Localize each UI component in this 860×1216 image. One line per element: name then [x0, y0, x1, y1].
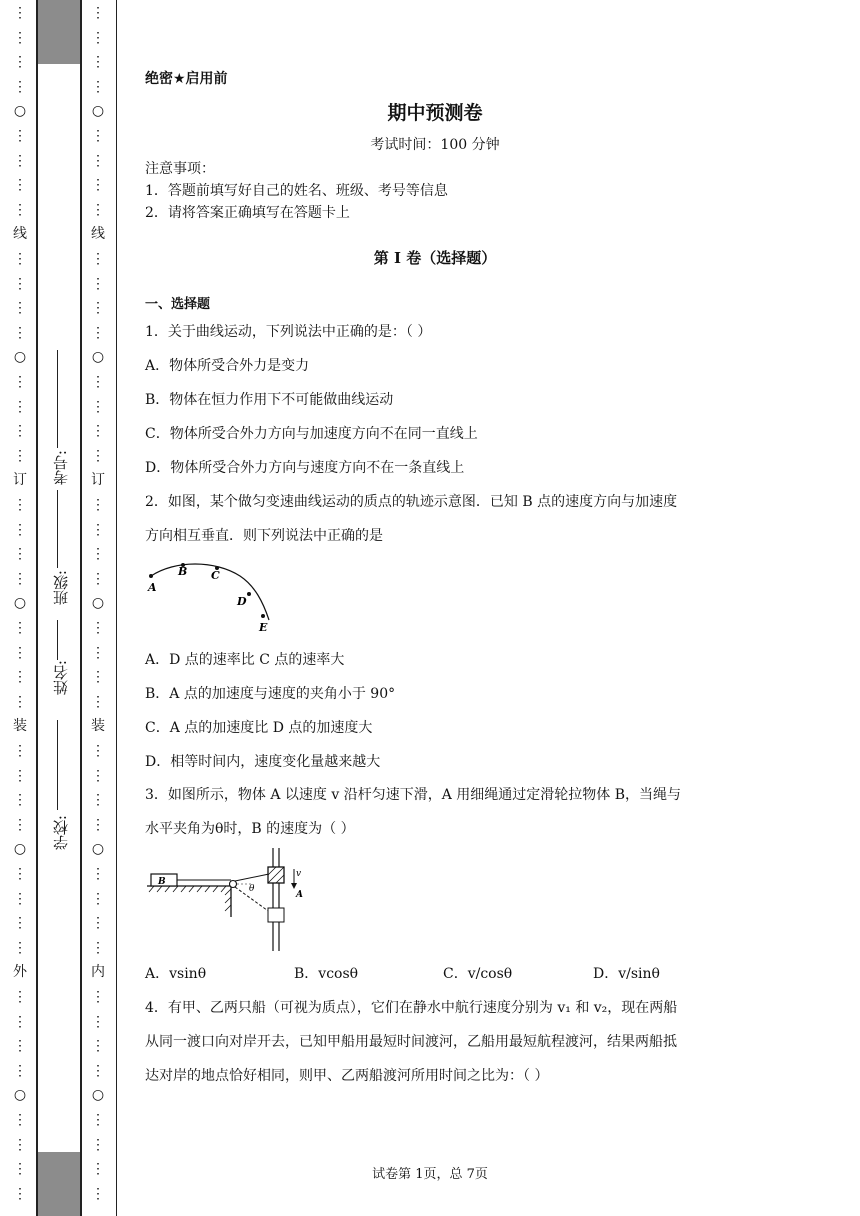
outer-strip-dots: ⋮	[13, 1185, 27, 1202]
inner-strip-dots: ⋮	[91, 669, 105, 686]
outer-strip-marker: ○	[13, 349, 27, 366]
inner-strip-marker: ○	[91, 349, 105, 366]
point-e	[261, 614, 265, 618]
block-a-later	[268, 908, 284, 922]
outer-strip-dots: ⋮	[13, 570, 27, 587]
secret-label: 绝密★启用前	[145, 71, 228, 87]
outer-strip-dots: ⋮	[13, 29, 27, 46]
inner-strip-dots: ⋮	[91, 78, 105, 95]
inner-strip-dots: ⋮	[91, 1161, 105, 1178]
page-footer: 试卷第 1页，总 7页	[372, 1167, 488, 1182]
band-bottom-block	[38, 1152, 80, 1216]
q2-trajectory-figure	[145, 558, 275, 636]
q3-stem-line1: 3．如图所示，物体 A 以速度 v 沿杆匀速下滑，A 用细绳通过定滑轮拉物体 B，当绳与	[145, 787, 682, 803]
q2-option-c: C．A 点的加速度比 D 点的加速度大	[145, 720, 373, 736]
inner-strip-dots: ⋮	[91, 620, 105, 636]
velocity-arrowhead	[291, 883, 297, 889]
outer-strip-dots: ⋮	[13, 374, 27, 390]
outer-strip-dots: ⋮	[13, 767, 27, 784]
volume-heading: 第 I 卷（选择题）	[373, 249, 497, 267]
outer-strip-dots: ⋮	[13, 324, 27, 341]
outer-strip-dots: ⋮	[13, 644, 27, 661]
outer-strip-marker: 订	[13, 472, 27, 489]
outer-strip-dots: ⋮	[13, 693, 27, 710]
inner-strip-dots: ⋮	[91, 201, 105, 218]
theta-label: θ	[249, 884, 255, 894]
inner-strip-marker: 线	[91, 226, 105, 243]
block-b-label: B	[158, 877, 166, 887]
inner-strip-dots: ⋮	[91, 1013, 105, 1030]
outer-strip-dots: ⋮	[13, 497, 27, 513]
class-blank-line	[57, 490, 58, 568]
name-blank-line	[57, 620, 58, 660]
outer-strip-dots: ⋮	[13, 398, 27, 415]
exam-time: 考试时间：100 分钟	[370, 137, 500, 153]
outer-strip-dots: ⋮	[13, 816, 27, 833]
outer-strip-dots: ⋮	[13, 939, 27, 956]
note-item: 1．答题前填写好自己的姓名、班级、考号等信息	[145, 183, 448, 199]
q3-option-c: C．v/cosθ	[443, 966, 513, 982]
label-c: C	[211, 569, 220, 582]
inner-strip-dots: ⋮	[91, 324, 105, 341]
inner-strip-dots: ⋮	[91, 866, 105, 882]
label-a: A	[148, 581, 157, 594]
inner-strip-dots: ⋮	[91, 915, 105, 932]
outer-binding-strip	[8, 0, 32, 1216]
band-top-block	[38, 0, 80, 64]
inner-binding-strip	[86, 0, 110, 1216]
q1-option-d: D．物体所受合外力方向与速度方向不在一条直线上	[145, 460, 465, 476]
inner-strip-dots: ⋮	[91, 152, 105, 169]
inner-strip-dots: ⋮	[91, 398, 105, 415]
q3-pulley-figure	[145, 845, 305, 953]
q2-option-d: D．相等时间内，速度变化量越来越大	[145, 754, 381, 770]
inner-strip-dots: ⋮	[91, 177, 105, 194]
outer-strip-dots: ⋮	[13, 423, 27, 440]
outer-strip-dots: ⋮	[13, 1013, 27, 1030]
inner-strip-marker: ○	[91, 103, 105, 120]
inner-strip-marker: ○	[91, 841, 105, 858]
inner-strip-dots: ⋮	[91, 29, 105, 46]
outer-strip-dots: ⋮	[13, 447, 27, 464]
outer-strip-dots: ⋮	[13, 546, 27, 563]
inner-strip-dots: ⋮	[91, 423, 105, 440]
outer-strip-dots: ⋮	[13, 521, 27, 538]
inner-strip-dots: ⋮	[91, 1112, 105, 1128]
outer-strip-marker: ○	[13, 595, 27, 612]
block-a-label: A	[296, 890, 303, 900]
inner-strip-dots: ⋮	[91, 1062, 105, 1079]
inner-strip-dots: ⋮	[91, 275, 105, 292]
inner-strip-dots: ⋮	[91, 1136, 105, 1153]
inner-strip-dots: ⋮	[91, 989, 105, 1005]
inner-strip-dots: ⋮	[91, 546, 105, 563]
q2-stem-line2: 方向相互垂直．则下列说法中正确的是	[145, 528, 383, 544]
outer-strip-dots: ⋮	[13, 792, 27, 809]
outer-strip-dots: ⋮	[13, 915, 27, 932]
outer-strip-dots: ⋮	[13, 177, 27, 194]
outer-strip-dots: ⋮	[13, 152, 27, 169]
label-b: B	[178, 565, 188, 578]
q4-line3: 达对岸的地点恰好相同，则甲、乙两船渡河所用时间之比为：（ ）	[145, 1068, 549, 1084]
q2-option-a: A．D 点的速率比 C 点的速率大	[145, 652, 345, 668]
inner-strip-dots: ⋮	[91, 251, 105, 267]
outer-strip-dots: ⋮	[13, 275, 27, 292]
q3-option-a: A．vsinθ	[145, 966, 207, 982]
q1-option-a: A．物体所受合外力是变力	[145, 358, 310, 374]
inner-strip-marker: 内	[91, 964, 105, 981]
label-e: E	[259, 621, 268, 634]
inner-strip-marker: ○	[91, 595, 105, 612]
exam-number-field-label: 考号:	[52, 450, 70, 486]
outer-strip-dots: ⋮	[13, 1062, 27, 1079]
q1-option-c: C．物体所受合外力方向与加速度方向不在同一直线上	[145, 426, 478, 442]
outer-strip-dots: ⋮	[13, 201, 27, 218]
inner-strip-dots: ⋮	[91, 792, 105, 809]
inner-strip-marker: ○	[91, 1087, 105, 1104]
inner-strip-dots: ⋮	[91, 54, 105, 71]
notes-title: 注意事项：	[145, 161, 215, 177]
inner-strip-dots: ⋮	[91, 644, 105, 661]
q3-option-b: B．vcosθ	[294, 966, 359, 982]
exam-number-blank-line	[57, 350, 58, 448]
q3-option-d: D．v/sinθ	[593, 966, 660, 982]
outer-strip-dots: ⋮	[13, 620, 27, 636]
school-blank-line	[57, 720, 58, 810]
class-field-label: 班级:	[52, 570, 70, 606]
inner-strip-dots: ⋮	[91, 447, 105, 464]
outer-strip-dots: ⋮	[13, 1161, 27, 1178]
outer-strip-dots: ⋮	[13, 300, 27, 317]
part-heading: 一、选择题	[145, 297, 211, 312]
outer-strip-dots: ⋮	[13, 1112, 27, 1128]
outer-strip-dots: ⋮	[13, 251, 27, 267]
inner-strip-dots: ⋮	[91, 5, 105, 21]
outer-strip-marker: 外	[13, 964, 27, 981]
outer-strip-dots: ⋮	[13, 669, 27, 686]
outer-strip-marker: 线	[13, 226, 27, 243]
pulley	[230, 881, 237, 888]
inner-strip-dots: ⋮	[91, 128, 105, 144]
inner-strip-dots: ⋮	[91, 743, 105, 759]
inner-strip-dots: ⋮	[91, 939, 105, 956]
outer-strip-dots: ⋮	[13, 890, 27, 907]
inner-strip-dots: ⋮	[91, 497, 105, 513]
q4-line1: 4．有甲、乙两只船（可视为质点），它们在静水中航行速度分别为 v₁ 和 v₂，现在两船	[145, 1000, 678, 1016]
outer-strip-dots: ⋮	[13, 54, 27, 71]
label-d: D	[237, 595, 247, 608]
q2-stem-line1: 2．如图，某个做匀变速曲线运动的质点的轨迹示意图．已知 B 点的速度方向与加速度	[145, 494, 678, 510]
inner-strip-dots: ⋮	[91, 816, 105, 833]
q4-line2: 从同一渡口向对岸开去，已知甲船用最短时间渡河，乙船用最短航程渡河，结果两船抵	[145, 1034, 677, 1050]
inner-strip-dots: ⋮	[91, 767, 105, 784]
inner-strip-dots: ⋮	[91, 521, 105, 538]
q1-option-b: B．物体在恒力作用下不可能做曲线运动	[145, 392, 394, 408]
point-d	[247, 592, 251, 596]
q3-stem-line2: 水平夹角为θ时，B 的速度为（ ）	[145, 821, 355, 837]
note-item: 2．请将答案正确填写在答题卡上	[145, 205, 350, 221]
trajectory-curve	[151, 564, 269, 620]
inner-strip-marker: 订	[91, 472, 105, 489]
inner-strip-dots: ⋮	[91, 890, 105, 907]
inner-strip-marker: 装	[91, 718, 105, 735]
outer-strip-dots: ⋮	[13, 743, 27, 759]
outer-strip-dots: ⋮	[13, 128, 27, 144]
outer-strip-marker: ○	[13, 103, 27, 120]
student-info-band	[36, 0, 82, 1216]
outer-strip-dots: ⋮	[13, 1136, 27, 1153]
inner-strip-dots: ⋮	[91, 374, 105, 390]
inner-strip-dots: ⋮	[91, 693, 105, 710]
q1-stem: 1．关于曲线运动，下列说法中正确的是：（ ）	[145, 324, 432, 340]
outer-strip-marker: ○	[13, 1087, 27, 1104]
wall-hatch	[225, 889, 231, 911]
outer-strip-dots: ⋮	[13, 78, 27, 95]
inner-strip-dots: ⋮	[91, 570, 105, 587]
page-title: 期中预测卷	[387, 102, 483, 124]
outer-strip-dots: ⋮	[13, 989, 27, 1005]
outer-strip-dots: ⋮	[13, 1038, 27, 1055]
school-field-label: 学校:	[52, 815, 70, 851]
inner-strip-dots: ⋮	[91, 1185, 105, 1202]
binding-line	[116, 0, 117, 1216]
q2-option-b: B．A 点的加速度与速度的夹角小于 90°	[145, 686, 396, 702]
velocity-label: v	[296, 869, 302, 879]
outer-strip-dots: ⋮	[13, 5, 27, 21]
name-field-label: 姓名:	[52, 660, 70, 696]
inner-strip-dots: ⋮	[91, 300, 105, 317]
slanted-rope	[235, 874, 269, 881]
student-info-fields	[38, 340, 80, 870]
outer-strip-dots: ⋮	[13, 866, 27, 882]
point-a	[149, 574, 153, 578]
inner-strip-dots: ⋮	[91, 1038, 105, 1055]
outer-strip-marker: ○	[13, 841, 27, 858]
outer-strip-marker: 装	[13, 718, 27, 735]
